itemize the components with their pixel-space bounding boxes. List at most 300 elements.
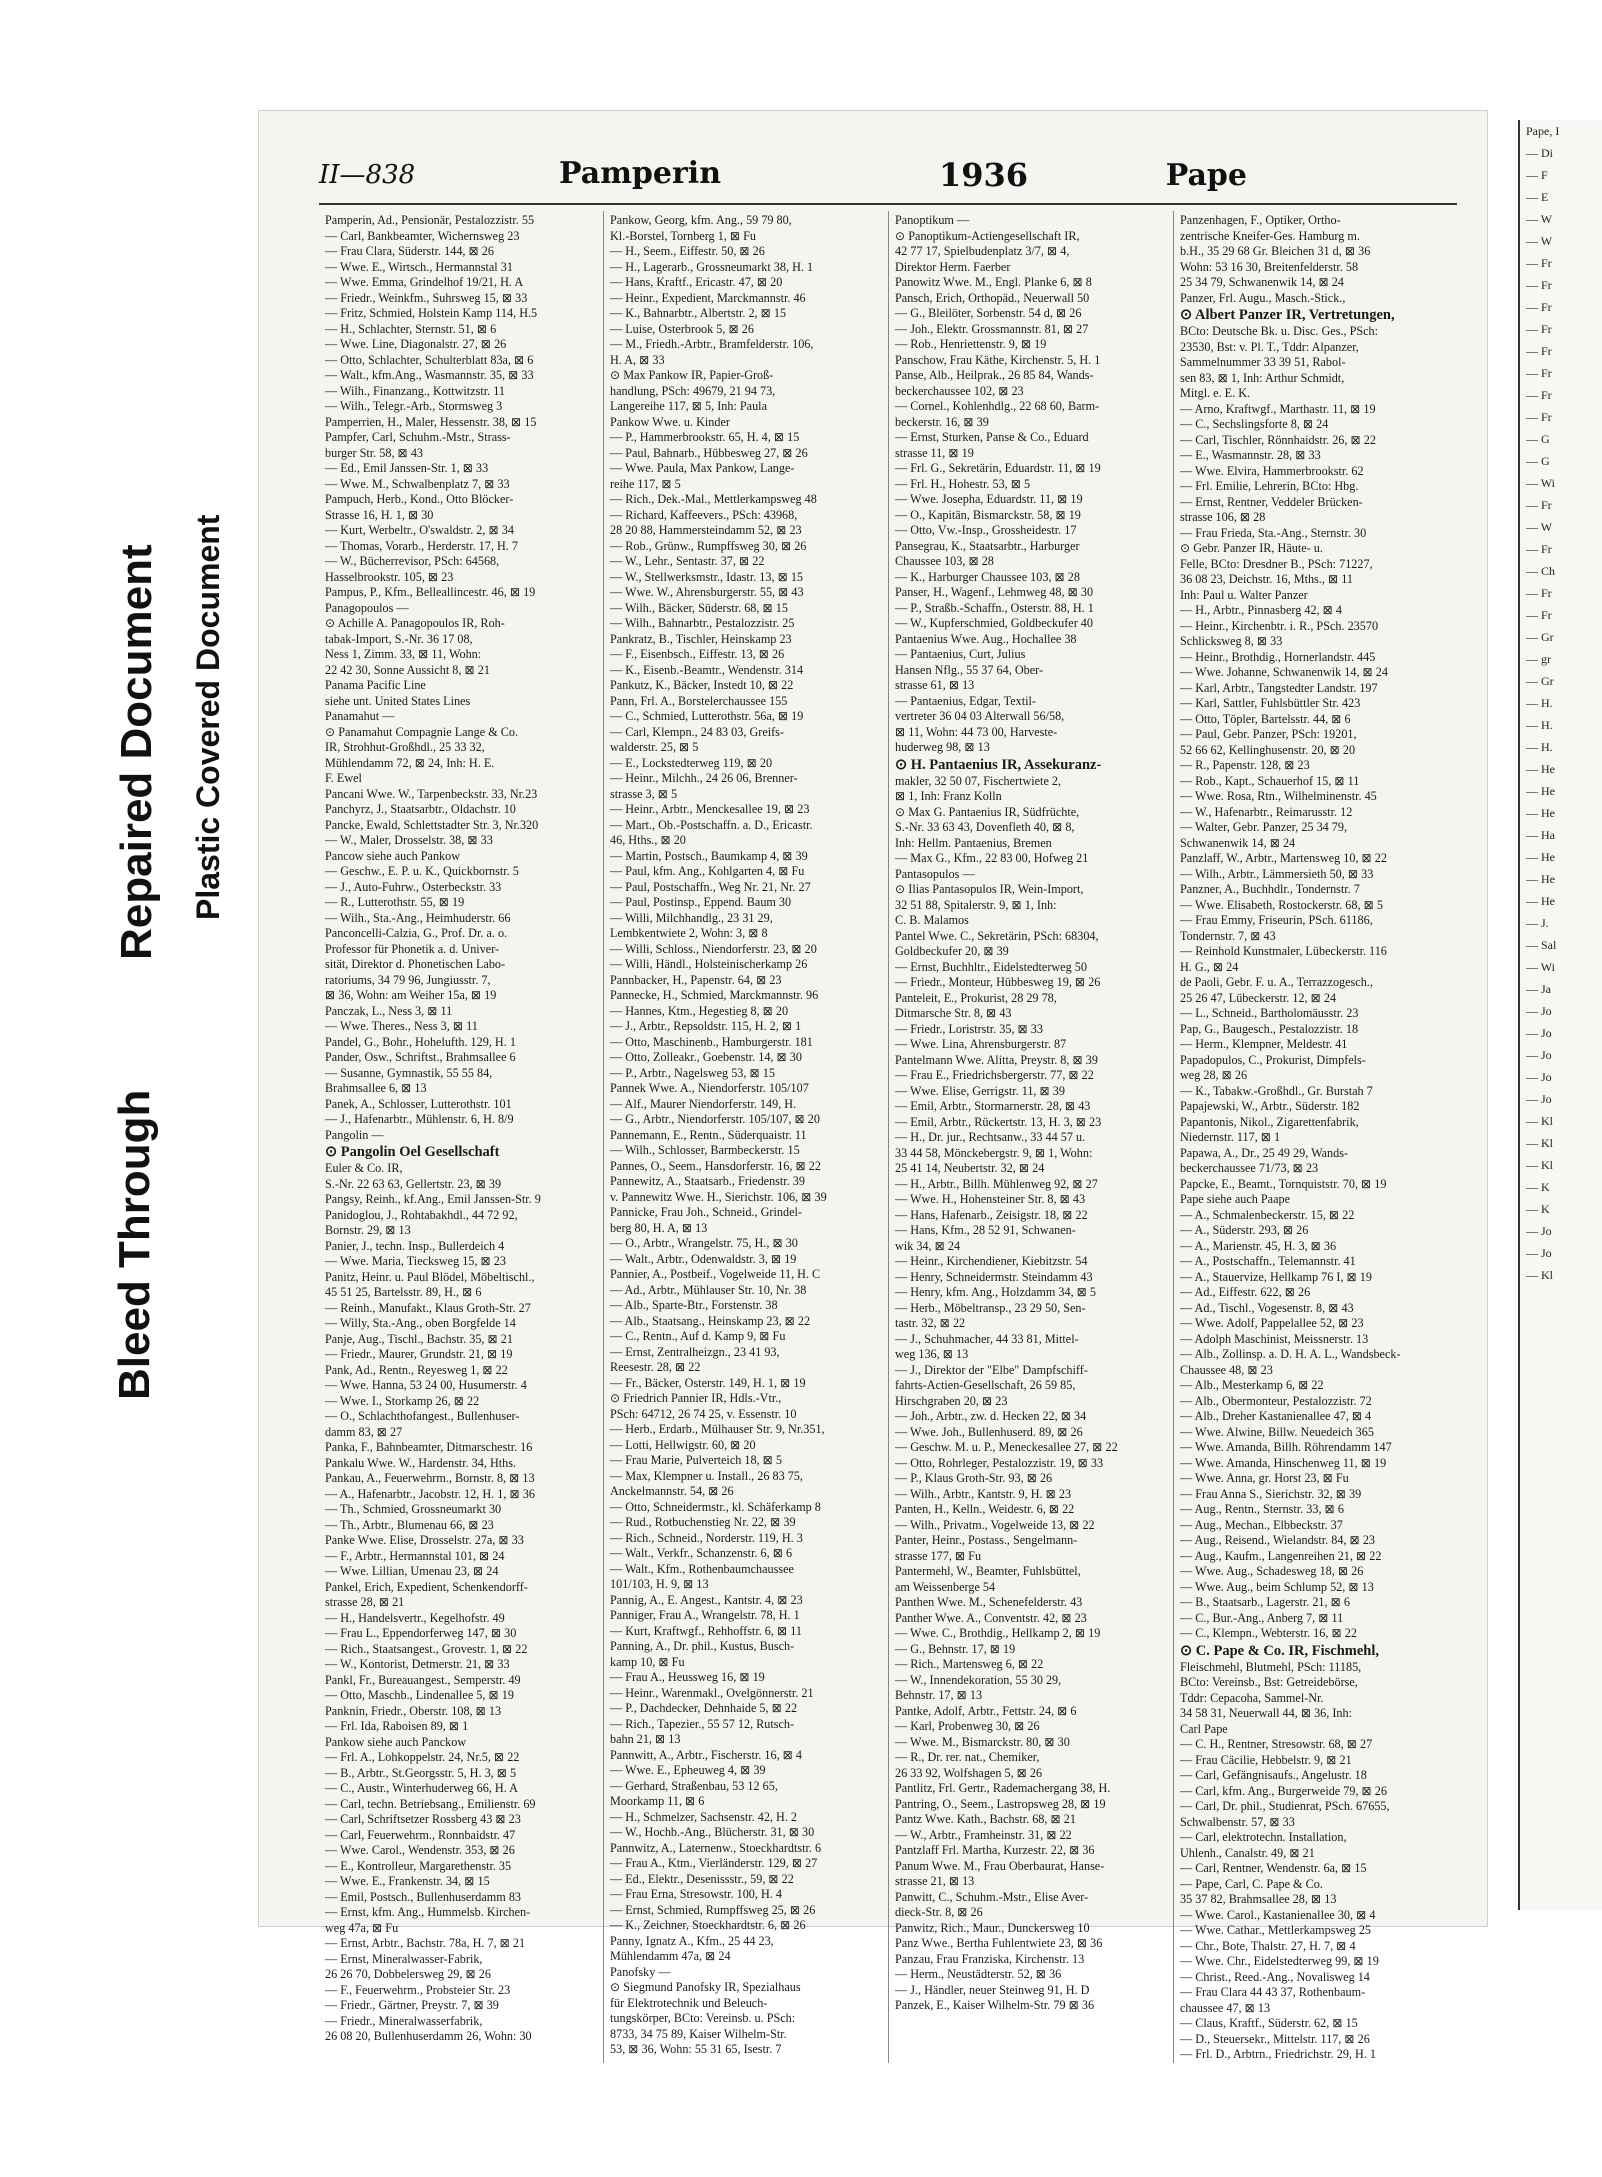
directory-entry: ⊙ H. Pantaenius IR, Assekuranz- <box>895 756 1102 773</box>
adjacent-page-fragment: — Kl <box>1526 1158 1553 1172</box>
directory-entry: dieck-Str. 8, ⊠ 26 <box>895 1905 983 1919</box>
directory-entry: Bornstr. 29, ⊠ 13 <box>325 1223 411 1237</box>
directory-entry: — Wwe. Joh., Bullenhuserd. 89, ⊠ 26 <box>895 1424 1083 1439</box>
directory-entry: Uhlenh., Canalstr. 49, ⊠ 21 <box>1180 1845 1315 1860</box>
directory-entry: — O., Schlachthofangest., Bullenhuser- <box>325 1409 520 1423</box>
directory-entry: — B., Staatsarb., Lagerstr. 21, ⊠ 6 <box>1180 1595 1350 1609</box>
directory-entry: ⊙ Panamahut Compagnie Lange & Co. <box>325 724 518 739</box>
directory-entry: — G., Arbtr., Niendorferstr. 105/107, ⊠ 20 <box>610 1112 820 1126</box>
directory-entry: — Wilh., Bahnarbtr., Pestalozzistr. 25 <box>610 616 795 630</box>
directory-entry: fahrts-Actien-Gesellschaft, 26 59 85, <box>895 1378 1076 1392</box>
directory-entry: — H., Schlachter, Sternstr. 51, ⊠ 6 <box>325 321 497 336</box>
directory-entry: — C. H., Rentner, Stresowstr. 68, ⊠ 27 <box>1180 1737 1373 1751</box>
directory-entry: — Joh., Arbtr., zw. d. Hecken 22, ⊠ 34 <box>895 1409 1087 1423</box>
directory-entry: Ness 1, Zimm. 33, ⊠ 11, Wohn: <box>325 647 482 661</box>
directory-entry: — Frau A., Heussweg 16, ⊠ 19 <box>610 1670 765 1684</box>
page-header <box>319 156 1457 200</box>
directory-entry: — Cornel., Kohlenhdlg., 22 68 60, Barm- <box>895 399 1100 413</box>
directory-entry: — Walt., kfm.Ang., Wasmannstr. 35, ⊠ 33 <box>325 368 534 382</box>
directory-entry: — R., Dr. rer. nat., Chemiker, <box>895 1750 1040 1764</box>
directory-entry: Pancke, Ewald, Schlettstadter Str. 3, Nr.320 <box>325 817 539 832</box>
directory-entry: Pangolin — <box>325 1127 384 1142</box>
adjacent-page-fragment: — He <box>1526 762 1555 776</box>
directory-entry: Pannek Wwe. A., Niendorferstr. 105/107 <box>610 1081 809 1095</box>
directory-entry: — Luise, Osterbrook 5, ⊠ 26 <box>610 321 754 336</box>
directory-entry: sität, Direktor d. Phonetischen Labo- <box>325 957 506 971</box>
adjacent-page-fragment: — G <box>1526 432 1550 446</box>
adjacent-page-fragment: — Fr <box>1526 366 1552 380</box>
directory-entry: — W., Kontorist, Detmerstr. 21, ⊠ 33 <box>325 1657 510 1671</box>
directory-entry: Pampus, P., Kfm., Belleallincestr. 46, ⊠ 19 <box>325 585 536 599</box>
directory-entry: ⊙ Friedrich Pannier IR, Hdls.-Vtr., <box>610 1391 782 1405</box>
directory-entry: — Ed., Emil Janssen-Str. 1, ⊠ 33 <box>325 461 489 475</box>
directory-entry: 34 58 31, Neuerwall 44, ⊠ 36, Inh: <box>1180 1706 1353 1720</box>
directory-entry: Pankalu Wwe. W., Hardenstr. 34, Hths. <box>325 1455 517 1470</box>
directory-entry: — Paul, Bahnarb., Hübbesweg 27, ⊠ 26 <box>610 445 808 460</box>
directory-entry: — Fr., Bäcker, Osterstr. 149, H. 1, ⊠ 19 <box>610 1375 806 1390</box>
directory-entry: — Rob., Henriettenstr. 9, ⊠ 19 <box>895 337 1047 351</box>
directory-entry: — P., Dachdecker, Dehnhaide 5, ⊠ 22 <box>610 1701 798 1715</box>
directory-entry: — Heinr., Milchh., 24 26 06, Brenner- <box>610 771 798 785</box>
directory-entry: — W., Hafenarbtr., Reimarusstr. 12 <box>1180 804 1353 819</box>
directory-entry: — D., Steuersekr., Mittelstr. 117, ⊠ 26 <box>1180 2031 1370 2046</box>
directory-entry: — Alb., Dreher Kastanienallee 47, ⊠ 4 <box>1180 1409 1372 1423</box>
directory-entry: — Reinhold Kunstmaler, Lübeckerstr. 116 <box>1180 944 1387 958</box>
adjacent-page-fragment: — Fr <box>1526 322 1552 336</box>
directory-entry: bahn 21, ⊠ 13 <box>610 1732 681 1746</box>
directory-entry: Panje, Aug., Tischl., Bachstr. 35, ⊠ 21 <box>325 1331 513 1346</box>
directory-entry: — Susanne, Gymnastik, 55 55 84, <box>325 1065 493 1080</box>
adjacent-page-fragment: Pape, I <box>1526 124 1560 138</box>
directory-entry: — G., Bleilöter, Sorbenstr. 54 d, ⊠ 26 <box>895 306 1082 320</box>
directory-entry: — F., Feuerwehrm., Probsteier Str. 23 <box>325 1982 511 1997</box>
directory-entry: — Wwe. Josepha, Eduardstr. 11, ⊠ 19 <box>895 492 1083 506</box>
directory-entry: Kl.-Borstel, Tornberg 1, ⊠ Fu <box>610 228 757 243</box>
directory-entry: — H., Dr. jur., Rechtsanw., 33 44 57 u. <box>895 1130 1086 1144</box>
directory-entry: vertreter 36 04 03 Alterwall 56/58, <box>895 709 1065 723</box>
directory-entry: Panzek, E., Kaiser Wilhelm-Str. 79 ⊠ 36 <box>895 1998 1095 2012</box>
directory-entry: Pancani Wwe. W., Tarpenbeckstr. 33, Nr.23 <box>325 786 538 801</box>
directory-entry: Moorkamp 11, ⊠ 6 <box>610 1794 705 1808</box>
directory-entry: Schwanenwik 14, ⊠ 24 <box>1180 835 1296 850</box>
directory-entry: — Rob., Kapt., Schauerhof 15, ⊠ 11 <box>1180 773 1360 788</box>
directory-entry: — W., Bücherrevisor, PSch: 64568, <box>325 554 500 568</box>
directory-entry: — Rich., Dek.-Mal., Mettlerkampsweg 48 <box>610 492 817 506</box>
directory-entry: makler, 32 50 07, Fischertwiete 2, <box>895 773 1062 788</box>
directory-entry: — Wwe. E., Wirtsch., Hermannstal 31 <box>325 259 513 274</box>
directory-entry: 26 33 92, Wolfshagen 5, ⊠ 26 <box>895 1765 1043 1780</box>
directory-entry: — Henry, Schneidermstr. Steindamm 43 <box>895 1269 1093 1284</box>
adjacent-page-fragment: — He <box>1526 872 1555 886</box>
adjacent-page-fragment: — Fr <box>1526 586 1552 600</box>
directory-entry: Panama Pacific Line <box>325 678 426 692</box>
adjacent-page-fragment: — W <box>1526 520 1553 534</box>
directory-entry: — O., Arbtr., Wrangelstr. 75, H., ⊠ 30 <box>610 1236 798 1250</box>
directory-entry: — F., Arbtr., Hermannstal 101, ⊠ 24 <box>325 1548 505 1563</box>
directory-entry: — J., Hafenarbtr., Mühlenstr. 6, H. 8/9 <box>325 1112 514 1126</box>
directory-entry: — Rud., Rotbuchenstieg Nr. 22, ⊠ 39 <box>610 1515 796 1529</box>
directory-entry: ⊙ Gebr. Panzer IR, Häute- u. <box>1180 541 1323 555</box>
directory-entry: — Walt., Arbtr., Odenwaldstr. 3, ⊠ 19 <box>610 1251 797 1266</box>
directory-entry: de Paoli, Gebr. F. u. A., Terrazzogesch., <box>1180 975 1373 989</box>
directory-entry: Panzer, Frl. Augu., Masch.-Stick., <box>1180 290 1346 305</box>
directory-entry: — Friedr., Monteur, Hübbesweg 19, ⊠ 26 <box>895 975 1101 989</box>
directory-entry: 53, ⊠ 36, Wohn: 55 31 65, Isestr. 7 <box>610 2042 782 2056</box>
directory-entry: — Wwe. Elvira, Hammerbrookstr. 62 <box>1180 463 1364 478</box>
directory-entry: 22 42 30, Sonne Aussicht 8, ⊠ 21 <box>325 662 490 677</box>
directory-entry: Felle, BCto: Dresdner B., PSch: 71227, <box>1180 556 1373 571</box>
directory-entry: — Paul, Gebr. Panzer, PSch: 19201, <box>1180 727 1357 741</box>
directory-entry: ⊙ Panoptikum-Actiengesellschaft IR, <box>895 228 1080 243</box>
directory-entry: Panning, A., Dr. phil., Kustus, Busch- <box>610 1639 795 1653</box>
directory-entry: — Geschw., E. P. u. K., Quickbornstr. 5 <box>325 864 519 878</box>
adjacent-page-fragment: — Fr <box>1526 344 1552 358</box>
directory-entry: Pannier, A., Postbeif., Vogelweide 11, H. C <box>610 1267 821 1281</box>
directory-entry: beckerchaussee 71/73, ⊠ 23 <box>1180 1161 1319 1175</box>
directory-entry: — Reinh., Manufakt., Klaus Groth-Str. 27 <box>325 1300 531 1315</box>
directory-entry: Panofsky — <box>610 1964 671 1979</box>
directory-entry: Anckelmannstr. 54, ⊠ 26 <box>610 1484 734 1498</box>
directory-entry: beckerchaussee 102, ⊠ 23 <box>895 383 1024 398</box>
directory-entry: für Elektrotechnik und Beleuch- <box>610 1995 768 2010</box>
directory-entry: Pankow siehe auch Panckow <box>325 1734 467 1749</box>
directory-entry: — Aug., Reisend., Wielandstr. 84, ⊠ 23 <box>1180 1533 1376 1547</box>
year-heading: 1936 <box>939 156 1029 194</box>
directory-entry: Pantelmann Wwe. Alitta, Preystr. 8, ⊠ 39 <box>895 1052 1098 1067</box>
directory-entry: — Wilh., Bäcker, Süderstr. 68, ⊠ 15 <box>610 600 788 615</box>
directory-entry: — Wwe. Alwine, Billw. Neuedeich 365 <box>1180 1424 1374 1439</box>
directory-entry: Panum Wwe. M., Frau Oberbaurat, Hanse- <box>895 1858 1105 1873</box>
header-rule <box>319 203 1457 205</box>
directory-entry: — Wwe. Elisabeth, Rostockerstr. 68, ⊠ 5 <box>1180 897 1383 912</box>
directory-entry: — W., Hochb.-Ang., Blücherstr. 31, ⊠ 30 <box>610 1825 815 1839</box>
directory-entry: Panczak, L., Ness 3, ⊠ 11 <box>325 1003 453 1018</box>
directory-entry: — Wwe. Aug., Schadesweg 18, ⊠ 26 <box>1180 1564 1364 1578</box>
adjacent-page-fragment: — Kl <box>1526 1136 1553 1150</box>
directory-entry: Papawa, A., Dr., 25 49 29, Wands- <box>1180 1145 1349 1160</box>
directory-entry: — W., Maler, Drosselstr. 38, ⊠ 33 <box>325 833 493 847</box>
directory-entry: 28 20 88, Hammersteindamm 52, ⊠ 23 <box>610 523 802 537</box>
directory-entry: weg 28, ⊠ 26 <box>1180 1068 1248 1082</box>
directory-entry: — Max G., Kfm., 22 83 00, Hofweg 21 <box>895 851 1089 865</box>
directory-entry: — K., Bahnarbtr., Albertstr. 2, ⊠ 15 <box>610 306 787 320</box>
directory-entry: — G., Behnstr. 17, ⊠ 19 <box>895 1641 1016 1656</box>
directory-entry: — A., Süderstr. 293, ⊠ 26 <box>1180 1223 1309 1237</box>
directory-entry: Brahmsallee 6, ⊠ 13 <box>325 1081 427 1095</box>
directory-entry: — Wwe. Johanne, Schwanenwik 14, ⊠ 24 <box>1180 665 1388 679</box>
directory-entry: — Frau Emmy, Friseurin, PSch. 61186, <box>1180 913 1373 927</box>
directory-entry: Panier, J., techn. Insp., Bullerdeich 4 <box>325 1238 505 1253</box>
directory-entry: Pantzlaff Frl. Martha, Kurzestr. 22, ⊠ 36 <box>895 1843 1095 1857</box>
directory-entry: — K., Eisenb.-Beamtr., Wendenstr. 314 <box>610 662 804 677</box>
directory-entry: am Weissenberge 54 <box>895 1579 996 1594</box>
directory-entry: — Emil, Postsch., Bullenhuserdamm 83 <box>325 1889 522 1904</box>
directory-column-1 <box>319 211 604 2063</box>
directory-entry: — Gerhard, Straßenbau, 53 12 65, <box>610 1778 778 1793</box>
directory-entry: — Wilh., Sta.-Ang., Heimhuderstr. 66 <box>325 910 511 925</box>
directory-entry: 36 08 23, Deichstr. 16, Mths., ⊠ 11 <box>1180 572 1353 586</box>
directory-entry: — Wilh., Arbtr., Lämmersieth 50, ⊠ 33 <box>1180 866 1374 881</box>
directory-entry: — Herm., Neustädterstr. 52, ⊠ 36 <box>895 1967 1062 1981</box>
directory-entry: — Herb., Möbeltransp., 23 29 50, Sen- <box>895 1300 1086 1315</box>
directory-entry: — Ernst, Schmied, Rumpffsweg 25, ⊠ 26 <box>610 1902 816 1917</box>
adjacent-page-fragment: — H. <box>1526 718 1553 732</box>
directory-entry: — Otto, Schneidermstr., kl. Schäferkamp 8 <box>610 1499 821 1514</box>
directory-entry: — Wilh., Schlosser, Barmbeckerstr. 15 <box>610 1143 800 1157</box>
directory-entry: F. Ewel <box>325 771 362 785</box>
directory-entry: Euler & Co. IR, <box>325 1161 403 1175</box>
directory-entry: S.-Nr. 33 63 43, Dovenfleth 40, ⊠ 8, <box>895 820 1075 834</box>
directory-entry: Hansen Nflg., 55 37 64, Ober- <box>895 662 1044 677</box>
directory-entry: strasse 177, ⊠ Fu <box>895 1548 982 1563</box>
directory-entry: 35 37 82, Brahmsallee 28, ⊠ 13 <box>1180 1892 1337 1906</box>
directory-entry: tabak-Import, S.-Nr. 36 17 08, <box>325 631 473 646</box>
directory-entry: — Wilh., Arbtr., Kantstr. 9, H. ⊠ 23 <box>895 1486 1072 1501</box>
directory-entry: Panschow, Frau Käthe, Kirchenstr. 5, H. 1 <box>895 352 1101 367</box>
directory-entry: — Hannes, Ktm., Hegestieg 8, ⊠ 20 <box>610 1003 789 1018</box>
adjacent-page-fragment: — K <box>1526 1202 1550 1216</box>
directory-entry: — Wwe. Anna, gr. Horst 23, ⊠ Fu <box>1180 1471 1349 1485</box>
directory-entry: Pann, Frl. A., Borstelerchaussee 155 <box>610 693 788 708</box>
directory-entry: — L., Schneid., Bartholomäusstr. 23 <box>1180 1006 1359 1020</box>
directory-entry: — Wwe. C., Brothdig., Hellkamp 2, ⊠ 19 <box>895 1626 1101 1640</box>
directory-entry: — Hans, Kraftf., Ericastr. 47, ⊠ 20 <box>610 275 783 289</box>
directory-entry: Pansegrau, K., Staatsarbtr., Harburger <box>895 538 1080 553</box>
directory-entry: — Heinr., Warenmakl., Ovelgönnerstr. 21 <box>610 1685 814 1700</box>
directory-entry: — W., Kupferschmied, Goldbeckufer 40 <box>895 616 1093 630</box>
directory-entry: — Emil, Arbtr., Rückertstr. 13, H. 3, ⊠ 23 <box>895 1114 1102 1129</box>
adjacent-page-fragment: — He <box>1526 850 1555 864</box>
directory-entry: 46, Hths., ⊠ 20 <box>610 833 686 847</box>
adjacent-page-fragment: — Ja <box>1526 982 1551 996</box>
directory-entry: Pape siehe auch Paape <box>1180 1192 1290 1206</box>
directory-entry: — A., Schmalenbeckerstr. 15, ⊠ 22 <box>1180 1207 1355 1222</box>
directory-entry: S.-Nr. 22 63 63, Gellertstr. 23, ⊠ 39 <box>325 1176 502 1191</box>
directory-entry: Mühlendamm 72, ⊠ 24, Inh: H. E. <box>325 755 495 770</box>
adjacent-page-fragment: — gr <box>1526 652 1551 666</box>
directory-entry: Pantz Wwe. Kath., Bachstr. 68, ⊠ 21 <box>895 1812 1076 1826</box>
directory-entry: 32 51 88, Spitalerstr. 9, ⊠ 1, Inh: <box>895 897 1057 912</box>
directory-entry: — Carl, Bankbeamter, Wichernsweg 23 <box>325 228 520 243</box>
directory-entry: — Carl, elektrotechn. Installation, <box>1180 1830 1347 1844</box>
adjacent-page-fragment: — He <box>1526 806 1555 820</box>
directory-entry: Schwalbenstr. 57, ⊠ 33 <box>1180 1814 1295 1829</box>
directory-entry: — Rich., Staatsangest., Grovestr. 1, ⊠ 22 <box>325 1641 528 1656</box>
directory-entry: 25 26 47, Lübeckerstr. 12, ⊠ 24 <box>1180 990 1337 1005</box>
directory-entry: Pannes, O., Seem., Hansdorferstr. 16, ⊠ 22 <box>610 1158 821 1173</box>
directory-entry: Panz Wwe., Bertha Fuhlentwiete 23, ⊠ 36 <box>895 1936 1103 1950</box>
directory-entry: ⊙ Achille A. Panagopoulos IR, Roh- <box>325 616 505 630</box>
directory-entry: — Frau Frieda, Sta.-Ang., Sternstr. 30 <box>1180 525 1367 540</box>
adjacent-page-fragment: — Wi <box>1526 476 1555 490</box>
directory-entry: — Thomas, Vorarb., Herderstr. 17, H. 7 <box>325 538 518 553</box>
directory-entry: — Wwe. Chr., Eidelstedterweg 99, ⊠ 19 <box>1180 1954 1379 1968</box>
directory-entry: Behnstr. 17, ⊠ 13 <box>895 1688 983 1702</box>
directory-entry: — Ad., Tischl., Vogesenstr. 8, ⊠ 43 <box>1180 1300 1354 1315</box>
directory-entry: Pankel, Erich, Expedient, Schenkendorff- <box>325 1579 528 1594</box>
directory-entry: Pannig, A., E. Angest., Kantstr. 4, ⊠ 23 <box>610 1592 803 1607</box>
directory-entry: chaussee 47, ⊠ 13 <box>1180 2000 1271 2015</box>
directory-entry: — Heinr., Kirchenbtr. i. R., PSch. 23570 <box>1180 618 1379 633</box>
directory-entry: — Otto, Schlachter, Schulterblatt 83a, ⊠ 6 <box>325 352 534 367</box>
directory-entry: — Alb., Obermonteur, Pestalozzistr. 72 <box>1180 1393 1372 1408</box>
adjacent-page-fragment: — Fr <box>1526 498 1552 512</box>
directory-entry: Pannicke, Frau Joh., Schneid., Grindel- <box>610 1205 802 1219</box>
directory-entry: — Wwe. Lina, Ahrensburgerstr. 87 <box>895 1037 1067 1051</box>
directory-entry: Pantlitz, Frl. Gertr., Rademachergang 38, H. <box>895 1781 1111 1795</box>
directory-entry: — K., Tabakw.-Großhdl., Gr. Burstah 7 <box>1180 1083 1373 1098</box>
directory-entry: ⊙ Max Pankow IR, Papier-Groß- <box>610 368 774 382</box>
directory-entry: Pancow siehe auch Pankow <box>325 848 461 863</box>
directory-entry: — Ernst, kfm. Ang., Hummelsb. Kirchen- <box>325 1905 531 1919</box>
directory-entry: — Frl. G., Sekretärin, Eduardstr. 11, ⊠ 19 <box>895 461 1101 475</box>
adjacent-page-fragment: — H. <box>1526 696 1553 710</box>
directory-entry: — Wwe. Aug., beim Schlump 52, ⊠ 13 <box>1180 1579 1374 1594</box>
directory-entry: Panter, Heinr., Postass., Sengelmann- <box>895 1533 1078 1547</box>
directory-entry: — Friedr., Loristrstr. 35, ⊠ 33 <box>895 1021 1043 1036</box>
directory-entry: wik 34, ⊠ 24 <box>895 1238 961 1253</box>
directory-entry: — P., Hammerbrookstr. 65, H. 4, ⊠ 15 <box>610 430 800 444</box>
directory-entry: — W., Lehr., Sentastr. 37, ⊠ 22 <box>610 554 765 568</box>
directory-entry: — Joh., Elektr. Grossmannstr. 81, ⊠ 27 <box>895 321 1089 336</box>
directory-entry: — Alb., Staatsang., Heinskamp 23, ⊠ 22 <box>610 1313 811 1328</box>
bleed-through-label: Bleed Through <box>110 1089 159 1400</box>
directory-entry: Strasse 16, H. 1, ⊠ 30 <box>325 507 434 522</box>
directory-entry: damm 83, ⊠ 27 <box>325 1424 403 1439</box>
directory-entry: ⊙ C. Pape & Co. IR, Fischmehl, <box>1180 1642 1380 1659</box>
directory-entry: 25 41 14, Neubertstr. 32, ⊠ 24 <box>895 1161 1045 1175</box>
adjacent-page-fragment: — Wi <box>1526 960 1555 974</box>
directory-entry: — Wwe. H., Hohensteiner Str. 8, ⊠ 43 <box>895 1192 1086 1206</box>
directory-entry: — Fritz, Schmied, Holstein Kamp 114, H.5 <box>325 306 538 320</box>
directory-entry: Panitz, Heinr. u. Paul Blödel, Möbeltischl., <box>325 1269 535 1284</box>
directory-entry: tastr. 32, ⊠ 22 <box>895 1316 966 1330</box>
directory-entry: BCto: Deutsche Bk. u. Disc. Ges., PSch: <box>1180 324 1379 338</box>
directory-entry: Pantke, Adolf, Arbtr., Fettstr. 24, ⊠ 6 <box>895 1703 1077 1718</box>
directory-entry: 25 34 79, Schwanenwik 14, ⊠ 24 <box>1180 275 1344 289</box>
directory-entry: Hasselbrookstr. 105, ⊠ 23 <box>325 569 454 584</box>
adjacent-page-fragment: — Fr <box>1526 542 1552 556</box>
directory-entry: — C., Rentn., Auf d. Kamp 9, ⊠ Fu <box>610 1329 786 1343</box>
directory-entry: Panny, Ignatz A., Kfm., 25 44 23, <box>610 1933 774 1948</box>
directory-entry: — B., Arbtr., St.Georgsstr. 5, H. 3, ⊠ 5 <box>325 1765 517 1780</box>
directory-entry: H. A, ⊠ 33 <box>610 352 665 367</box>
directory-entry: — Herm., Klempner, Meldestr. 41 <box>1180 1037 1348 1051</box>
directory-entry: — Wwe. E., Frankenstr. 34, ⊠ 15 <box>325 1874 490 1888</box>
directory-entry: Lembkentwiete 2, Wohn: 3, ⊠ 8 <box>610 926 768 940</box>
directory-entry: — Carl, Schriftsetzer Rossberg 43 ⊠ 23 <box>325 1812 521 1826</box>
directory-entry: — Alb., Mesterkamp 6, ⊠ 22 <box>1180 1378 1324 1392</box>
directory-entry: — Aug., Mechan., Elbbeckstr. 37 <box>1180 1517 1343 1532</box>
directory-entry: Ditmarsche Str. 8, ⊠ 43 <box>895 1006 1012 1020</box>
directory-entry: — Walt., Verkfr., Schanzenstr. 6, ⊠ 6 <box>610 1546 793 1560</box>
directory-entry: Niedernstr. 117, ⊠ 1 <box>1180 1130 1281 1144</box>
directory-entry: — A., Postschaffn., Telemannstr. 41 <box>1180 1254 1356 1268</box>
directory-entry: — C., Klempn., Webterstr. 16, ⊠ 22 <box>1180 1626 1357 1640</box>
directory-entry: ⊙ Pangolin Oel Gesellschaft <box>325 1144 500 1160</box>
directory-entry: — Wwe. Cathar., Mettlerkampsweg 25 <box>1180 1923 1372 1937</box>
directory-entry: strasse 21, ⊠ 13 <box>895 1874 975 1888</box>
directory-entry: — Carl, Gefängnisaufs., Angelustr. 18 <box>1180 1768 1367 1782</box>
directory-entry: — Paul, kfm. Ang., Kohlgarten 4, ⊠ Fu <box>610 864 805 878</box>
directory-entry: Panwitt, C., Schuhm.-Mstr., Elise Aver- <box>895 1889 1089 1904</box>
directory-entry: — Willi, Schloss., Niendorferstr. 23, ⊠ 20 <box>610 941 817 956</box>
directory-entry: burger Str. 58, ⊠ 43 <box>325 445 424 460</box>
directory-entry: — C., Sechslingsforte 8, ⊠ 24 <box>1180 417 1329 431</box>
directory-entry: walderstr. 25, ⊠ 5 <box>610 740 699 754</box>
directory-entry: Panoptikum — <box>895 213 970 227</box>
directory-column-4 <box>1174 211 1459 2063</box>
directory-entry: siehe unt. United States Lines <box>325 693 471 708</box>
directory-columns <box>319 211 1459 2061</box>
directory-entry: — Otto, Maschinenb., Hamburgerstr. 181 <box>610 1034 813 1049</box>
directory-entry: Papajewski, W., Arbtr., Süderstr. 182 <box>1180 1099 1360 1113</box>
directory-entry: Schlicksweg 8, ⊠ 33 <box>1180 634 1283 648</box>
directory-entry: — E., Wasmannstr. 28, ⊠ 33 <box>1180 448 1321 462</box>
directory-entry: — R., Papenstr. 128, ⊠ 23 <box>1180 758 1310 772</box>
directory-entry: Panse, Alb., Heilprak., 26 85 84, Wands- <box>895 368 1094 382</box>
directory-entry: weg 136, ⊠ 13 <box>895 1347 969 1361</box>
directory-entry: — Carl, Feuerwehrm., Ronnbaidstr. 47 <box>325 1827 516 1842</box>
adjacent-page-fragment: — Fr <box>1526 256 1552 270</box>
directory-entry: Direktor Herm. Faerber <box>895 259 1011 274</box>
directory-entry: Pannemann, E., Rentn., Süderquaistr. 11 <box>610 1127 807 1142</box>
adjacent-page-fragment: — G <box>1526 454 1550 468</box>
directory-entry: BCto: Vereinsb., Bst: Getreidebörse, <box>1180 1675 1358 1689</box>
directory-entry: Papantonis, Nikol., Zigarettenfabrik, <box>1180 1114 1359 1129</box>
directory-entry: Panzau, Frau Franziska, Kirchenstr. 13 <box>895 1951 1085 1966</box>
adjacent-page-fragment: — W <box>1526 234 1553 248</box>
directory-entry: 26 26 70, Dobbelersweg 29, ⊠ 26 <box>325 1967 491 1981</box>
directory-entry: — Ernst, Zentralheizgn., 23 41 93, <box>610 1344 780 1359</box>
directory-entry: — P., Klaus Groth-Str. 93, ⊠ 26 <box>895 1471 1053 1485</box>
directory-entry: 101/103, H. 9, ⊠ 13 <box>610 1577 709 1591</box>
directory-entry: Professor für Phonetik a. d. Univer- <box>325 941 500 956</box>
directory-entry: Pantaenius Wwe. Aug., Hochallee 38 <box>895 631 1077 646</box>
directory-entry: — Lotti, Hellwigstr. 60, ⊠ 20 <box>610 1437 756 1452</box>
directory-entry: — Christ., Reed.-Ang., Novalisweg 14 <box>1180 1969 1370 1984</box>
adjacent-page-fragment: — Fr <box>1526 410 1552 424</box>
directory-entry: Panidoglou, J., Rohtabakhdl., 44 72 92, <box>325 1207 518 1222</box>
directory-entry: Pannwitt, A., Arbtr., Fischerstr. 16, ⊠ 4 <box>610 1747 803 1762</box>
directory-entry: Pank, Ad., Rentn., Reyesweg 1, ⊠ 22 <box>325 1362 508 1377</box>
adjacent-page-fragment: — He <box>1526 784 1555 798</box>
directory-entry: — A., Marienstr. 45, H. 3, ⊠ 36 <box>1180 1238 1337 1253</box>
directory-entry: Panknin, Friedr., Oberstr. 108, ⊠ 13 <box>325 1703 502 1718</box>
directory-entry: — Rich., Schneid., Norderstr. 119, H. 3 <box>610 1530 803 1545</box>
directory-entry: — Max, Klempner u. Install., 26 83 75, <box>610 1468 803 1483</box>
directory-entry: — Frl. Ida, Raboisen 89, ⊠ 1 <box>325 1719 469 1733</box>
directory-entry: — Carl, kfm. Ang., Burgerweide 79, ⊠ 26 <box>1180 1783 1387 1798</box>
directory-entry: Pankow, Georg, kfm. Ang., 59 79 80, <box>610 213 792 227</box>
directory-entry: — Otto, Rohrleger, Pestalozzistr. 19, ⊠ 33 <box>895 1455 1104 1470</box>
adjacent-page-fragment: — Kl <box>1526 1268 1553 1282</box>
directory-entry: — Alb., Zollinsp. a. D. H. A. L., Wandsbeck- <box>1180 1347 1401 1361</box>
directory-entry: Pamperrien, H., Maler, Hessenstr. 38, ⊠ 15 <box>325 414 537 429</box>
directory-entry: 33 44 58, Mönckebergstr. 9, ⊠ 1, Wohn: <box>895 1145 1093 1160</box>
directory-entry: — P., Arbtr., Nagelsweg 53, ⊠ 15 <box>610 1065 775 1080</box>
directory-entry: — Frau E., Friedrichsbergerstr. 77, ⊠ 22 <box>895 1068 1094 1082</box>
directory-entry: ⊙ Max G. Pantaenius IR, Südfrüchte, <box>895 804 1080 819</box>
directory-entry: Pannwitz, A., Laternenw., Stoeckhardtstr. 6 <box>610 1840 822 1855</box>
directory-entry: Wohn: 53 16 30, Breitenfelderstr. 58 <box>1180 259 1359 274</box>
directory-entry: — Hans, Hafenarb., Zeisigstr. 18, ⊠ 22 <box>895 1207 1088 1222</box>
adjacent-page-fragment: — H. <box>1526 740 1553 754</box>
directory-entry: Panser, H., Wagenf., Lehmweg 48, ⊠ 30 <box>895 585 1094 599</box>
directory-entry: 26 08 20, Bullenhuserdamm 26, Wohn: 30 <box>325 2029 532 2043</box>
directory-entry: Panconcelli-Calzia, G., Prof. Dr. a. o. <box>325 926 508 940</box>
directory-entry: Panzenhagen, F., Optiker, Ortho- <box>1180 213 1341 227</box>
